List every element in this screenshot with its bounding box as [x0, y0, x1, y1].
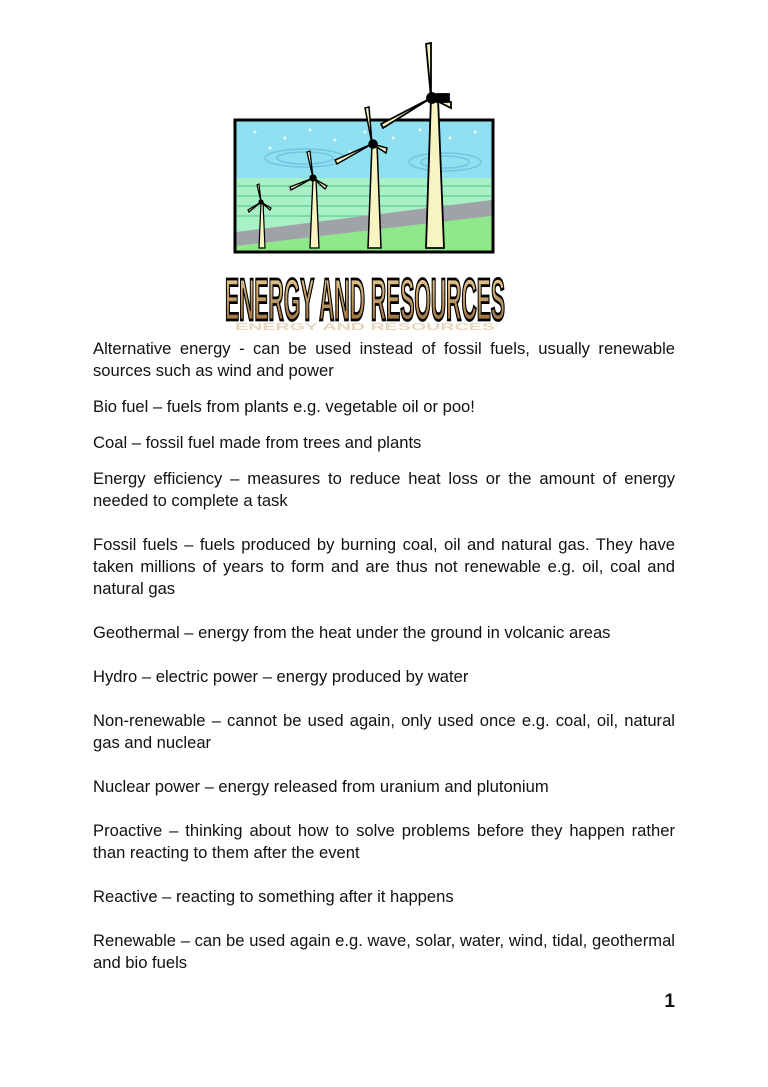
glossary-entry: Reactive – reacting to something after it happens: [93, 887, 454, 906]
glossary-entry: Hydro – electric power – energy produced by water: [93, 667, 469, 686]
glossary-entry: Coal – fossil fuel made from trees and plants: [93, 433, 422, 452]
glossary-entry: Fossil fuels – fuels produced by burning coal, oil and natural gas. They have taken millions of years to form and are thus not renewable e.g. oil, coal and natural gas: [93, 535, 675, 598]
glossary-entry: Energy efficiency – measures to reduce heat loss or the amount of energy needed to complete a task: [93, 469, 675, 510]
wind-turbine-illustration: [215, 40, 515, 330]
page-title-shadow: ENERGY AND RESOURCES: [234, 321, 495, 330]
page-title-text: ENERGY AND RESOURCES: [225, 267, 505, 330]
glossary-entry: Nuclear power – energy released from uranium and plutonium: [93, 777, 549, 796]
glossary-entry: Non-renewable – cannot be used again, only used once e.g. coal, oil, natural gas and nuclear: [93, 711, 675, 752]
landscape-panel: [235, 120, 493, 252]
glossary-entry: Geothermal – energy from the heat under the ground in volcanic areas: [93, 623, 611, 642]
glossary-entry: Bio fuel – fuels from plants e.g. vegetable oil or poo!: [93, 397, 475, 416]
page-title: [225, 267, 505, 330]
glossary-list: [93, 338, 675, 974]
page-number: 1: [664, 991, 675, 1012]
glossary-entry: Renewable – can be used again e.g. wave, solar, water, wind, tidal, geothermal and bio fuels: [93, 931, 675, 972]
glossary-entry: Proactive – thinking about how to solve problems before they happen rather than reacting to them after the event: [93, 821, 675, 862]
glossary-entry: Alternative energy - can be used instead of fossil fuels, usually renewable sources such as wind and power: [93, 339, 675, 380]
